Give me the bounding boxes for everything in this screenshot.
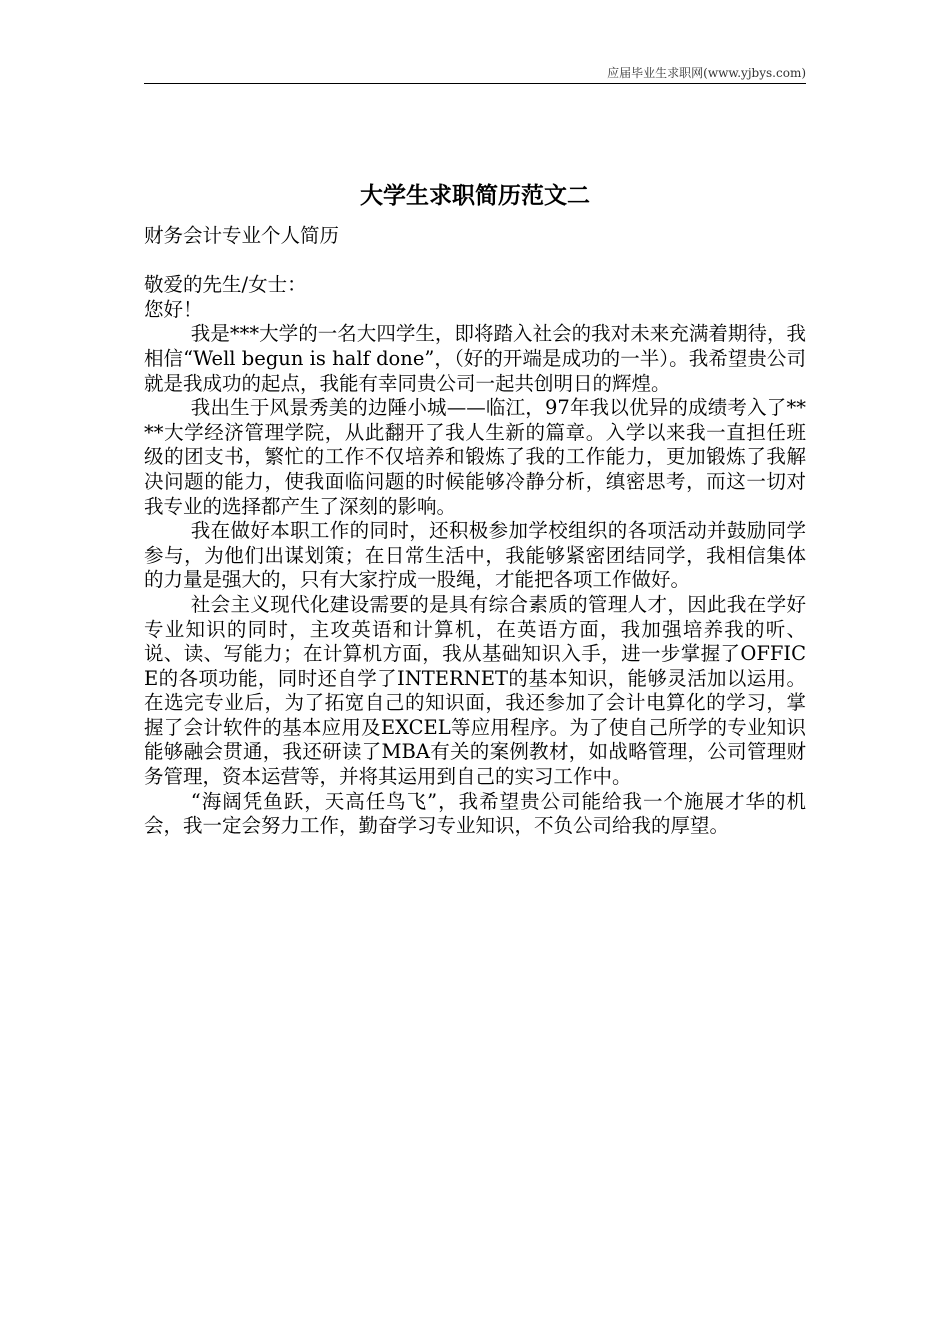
paragraph-skills: 社会主义现代化建设需要的是具有综合素质的管理人才，因此我在学好专业知识的同时，主攻英语和计算机，在英语方面，我加强培养我的听、说、读、写能力；在计算机方面，我从基础知识入手，进一步掌握了OFFICE的各项功能，同时还自学了INTERNET的基本知识，能够灵活加以运用。在选完专业后，为了拓宽自己的知识面，我还参加了会计电算化的学习，掌握了会计软件的基本应用及EXCEL等应用程序。为了使自己所学的专业知识能够融会贯通，我还研读了MBA有关的案例教材，如战略管理，公司管理财务管理，资本运营等，并将其运用到自己的实习工作中。 <box>144 592 806 789</box>
header-rule <box>144 83 806 84</box>
paragraph-intro: 我是***大学的一名大四学生，即将踏入社会的我对未来充满着期待，我相信“Well begun is half done”，（好的开端是成功的一半）。我希望贵公司就是我成功的起点，我能有幸同贵公司一起共创明日的辉煌。 <box>144 322 806 395</box>
document-body <box>144 224 806 839</box>
paragraph-activities: 我在做好本职工作的同时，还积极参加学校组织的各项活动并鼓励同学参与，为他们出谋划策；在日常生活中，我能够紧密团结同学，我相信集体的力量是强大的，只有大家拧成一股绳，才能把各项工作做好。 <box>144 519 806 592</box>
paragraph-background: 我出生于风景秀美的边陲小城——临江，97年我以优异的成绩考入了****大学经济管理学院，从此翻开了我人生新的篇章。入学以来我一直担任班级的团支书，繁忙的工作不仅培养和锻炼了我的工作能力，更加锻炼了我解决问题的能力，使我面临问题的时候能够冷静分析，缜密思考，而这一切对我专业的选择都产生了深刻的影响。 <box>144 396 806 518</box>
salutation: 敬爱的先生/女士： <box>144 273 307 297</box>
page-header: 应届毕业生求职网(www.yjbys.com) <box>607 66 806 80</box>
greeting: 您好！ <box>144 297 203 321</box>
paragraph-closing: “海阔凭鱼跃，天高任鸟飞”，我希望贵公司能给我一个施展才华的机会，我一定会努力工作，勤奋学习专业知识，不负公司给我的厚望。 <box>144 789 806 838</box>
document-subtitle: 财务会计专业个人简历 <box>144 224 340 247</box>
document-title: 大学生求职简历范文二 <box>360 182 590 209</box>
